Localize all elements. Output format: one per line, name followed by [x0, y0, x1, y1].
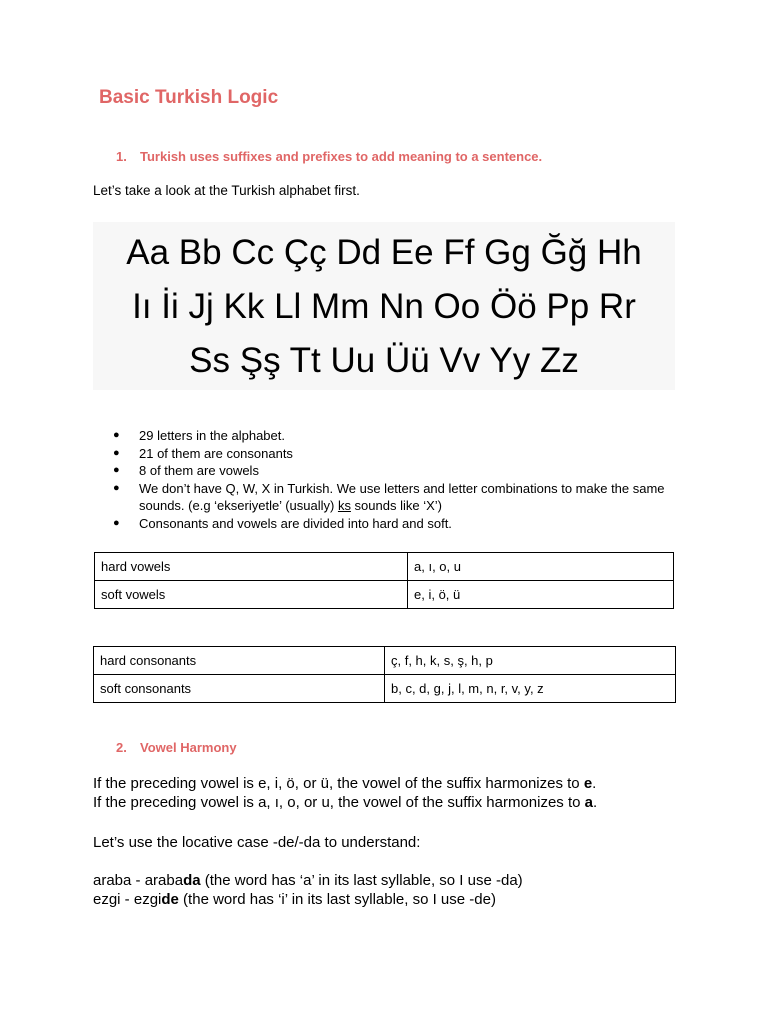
table-cell: a, ı, o, u	[408, 553, 674, 581]
examples	[93, 871, 523, 909]
section-1-number: 1.	[116, 149, 127, 164]
rule-period: .	[593, 794, 598, 811]
harmony-rule-hard	[93, 793, 597, 812]
consonants-table	[93, 646, 676, 703]
example-text: ezgi - ezgi	[93, 891, 162, 908]
vowels-table	[94, 552, 674, 609]
list-item-text-end: sounds like ‘X’)	[350, 498, 442, 513]
section-2-heading-text: Vowel Harmony	[140, 740, 237, 755]
example-suffix: da	[183, 872, 201, 889]
example-explanation: (the word has ‘a’ in its last syllable, so I use -da)	[200, 872, 523, 889]
example-explanation: (the word has ‘i’ in its last syllable, so I use -de)	[178, 891, 496, 908]
rule-vowel-e: e	[583, 775, 593, 792]
list-item-text: Consonants and vowels are divided into hard and soft.	[139, 515, 452, 531]
list-item	[113, 427, 673, 445]
bullet-icon: ●	[113, 464, 120, 476]
table-cell: soft vowels	[95, 581, 408, 609]
example-text: araba - araba	[93, 872, 184, 889]
harmony-rule-soft	[93, 774, 597, 793]
section-1-heading	[116, 149, 542, 164]
list-item-text: 21 of them are consonants	[139, 445, 293, 461]
locative-intro: Let’s use the locative case -de/-da to understand:	[93, 834, 421, 851]
list-item-text: 8 of them are vowels	[139, 463, 259, 478]
alphabet-line-2: Iı İi Jj Kk Ll Mm Nn Oo Öö Pp Rr	[132, 287, 636, 326]
alphabet-image	[93, 222, 675, 390]
table-cell: ç, f, h, k, s, ş, h, p	[385, 647, 676, 675]
table-cell: b, c, d, g, j, l, m, n, r, v, y, z	[385, 675, 676, 703]
list-item	[113, 445, 673, 463]
table-cell: e, i, ö, ü	[408, 581, 674, 609]
rule-text: If the preceding vowel is e, i, ö, or ü, the vowel of the suffix harmonizes to	[93, 775, 584, 792]
rule-period: .	[592, 775, 597, 792]
alphabet-line-3: Ss Şş Tt Uu Üü Vv Yy Zz	[189, 341, 579, 380]
list-item	[113, 480, 673, 515]
table-cell: hard consonants	[94, 647, 385, 675]
list-item-text: 29 letters in the alphabet.	[139, 428, 285, 443]
harmony-rules	[93, 774, 597, 812]
table-row	[95, 581, 674, 609]
rule-text: If the preceding vowel is a, ı, o, or u, the vowel of the suffix harmonizes to	[93, 794, 585, 811]
list-item-text: We don’t have Q, W, X in Turkish. We use letters and letter combinations to make the same sounds. (e.g ‘ekseriyetle’ (usually)	[139, 480, 665, 513]
table-row	[95, 553, 674, 581]
list-item	[113, 515, 673, 533]
alphabet-facts-list	[113, 427, 673, 532]
table-row	[94, 675, 676, 703]
underlined-ks: ks	[337, 498, 351, 513]
bullet-icon: ●	[113, 481, 120, 494]
example-suffix: de	[161, 891, 179, 908]
section-2-number: 2.	[116, 740, 127, 755]
example-ezgi	[93, 890, 523, 909]
bullet-icon: ●	[113, 429, 120, 441]
bullet-icon: ●	[113, 446, 120, 459]
rule-vowel-a: a	[584, 794, 593, 811]
section-2-heading	[116, 740, 237, 755]
example-araba	[93, 871, 523, 890]
bullet-icon: ●	[113, 516, 120, 529]
table-cell: soft consonants	[94, 675, 385, 703]
table-row	[94, 647, 676, 675]
table-cell: hard vowels	[95, 553, 408, 581]
alphabet-intro: Let’s take a look at the Turkish alphabet first.	[93, 183, 360, 198]
page-title: Basic Turkish Logic	[99, 87, 279, 108]
list-item	[113, 462, 673, 480]
alphabet-line-1: Aa Bb Cc Çç Dd Ee Ff Gg Ğğ Hh	[126, 233, 642, 272]
section-1-heading-text: Turkish uses suffixes and prefixes to add meaning to a sentence.	[140, 149, 543, 164]
